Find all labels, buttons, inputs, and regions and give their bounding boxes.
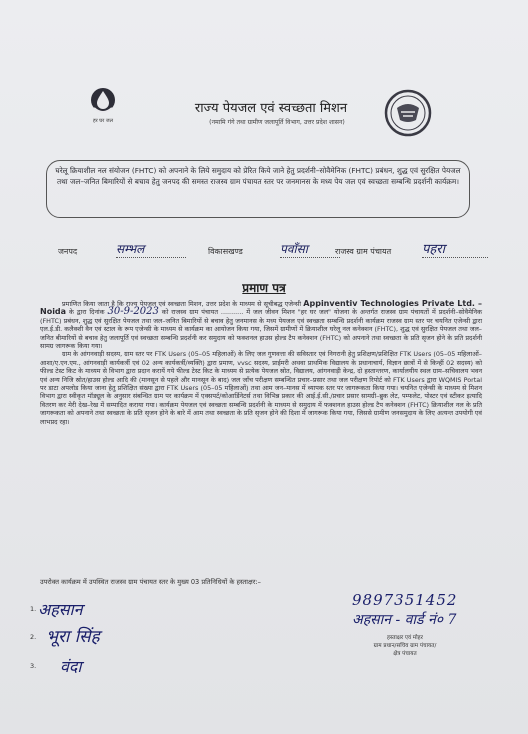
signature-2: भूरा सिंह — [46, 627, 100, 647]
uttar-pradesh-emblem-icon — [383, 88, 433, 138]
paragraph-2: ग्राम के आंगनवाड़ी सदस्य, ग्राम स्तर पर FTK Users (05–05 महिलाओं) के लिए जल गुणवत्ता की सविस्तार एवं निगरानी हेतु प्रशिक्षण/प्रशिक्षित FTK Users (05–05 महिलाओं–आशा/ए.एन.एम., आंगनवाड़ी कार्यकर्त्री एवं 02 अन्य कार्यकर्त्री/व्यक्ति) द्वारा प्रमाण, vvsc सदस्य, प्राईमरी अथवा प्राथमिक विद्यालय के प्रधानाचार्य, विज्ञान छात्रों में से किन्हीं 02 सदस्य) को फील्ड टेस्ट किट के माध्यम से विभाग द्वारा प्रदान करायें गये फील्ड टेस्ट किट के माध्यम से प्रत्येक पेयजल स्रोत, विद्यालय, आंगनवाड़ी केन्द्र, दो हस्तान्तरण, कार्यालयीय स्थल ग्राम–सचिवालय भवन एवं अन्य निजि स्रोत/हाउस होल्ड आदि की (मानसून से पहले और मानसून के बाद) जल जाँच परीक्षण सम्बन्धित प्रचार–प्रसार तथा जल परीक्षण रिपोर्ट को FTK Users द्वारा WQMIS Portal पर डाटा अपलोड किया जाना हेतु प्रशिक्षित संख्या द्वारा FTK Users (05–05 महिलाओं) तथा आम जन–मानस में व्यापक स्तर पर जागरूकता किया गया। चयनित एजेन्सी के माध्यम से मिशन विभाग द्वारा स्वीकृत मॉड्यूल के अनुसार संबन्धित ग्राम पर कार्यक्रम में एक्सपर्ट/कोआर्डिनेटर्स तथा विभिन्न प्रकार की आई.ई.सी./प्रचार प्रसार सामग्री–ब्रुक लेट, पम्फलेट, पोस्टर एवं स्टीकर इत्यादि वितरण कर मेरी देख–रेख में सम्पादित कराया गया। कार्यक्रम पेयजल एवं स्वच्छता सम्बन्धि प्रदर्शनी के माध्यम से समुदाय में फक्शनल हाउस होल्ड टैप कनेक्शन (FHTC) क्रियाशील नल के प्रति जागरूकता को अपनाने तथा स्वच्छता के प्रति सृजन होने के बारे में आम तथा स्वच्छता के प्रति सृजन होने की दिशा में जागरूक किया गया, जिससे ग्रामीण जनसमुदाय के लिए अत्यन्त उपयोगी एवं लाभप्रद रहा। — [40, 350, 482, 426]
signature-3: वंदा — [60, 657, 82, 676]
ward-signature: अहसान - वार्ड नं० 7 — [352, 612, 457, 628]
paragraph-1 — [40, 300, 482, 350]
stamp-line: हस्ताक्षर एवं मोहर — [387, 635, 423, 641]
agency-name: Appinventiv Technologies Private Ltd. – Noida — [40, 299, 482, 317]
paragraph-1-intro: प्रमाणित किया जाता है कि राज्य पेयजल एवं स्वच्छता मिशन, उत्तर प्रदेश के माध्यम से सूचीबद्ध एजेन्सी — [62, 300, 302, 308]
logo-caption: हर घर जल — [93, 118, 113, 124]
certificate-body — [40, 300, 482, 426]
signature-number: 1. — [30, 605, 37, 613]
stamp-line: क्षेत्र पंचायत — [393, 651, 417, 657]
phone-number: 9897351452 — [352, 591, 458, 609]
mission-title: राज्य पेयजल एवं स्वच्छता मिशन — [194, 101, 348, 116]
signature-1: अहसान — [38, 600, 83, 619]
paragraph-1-rest: को राजस्व ग्राम पंचायत ........... में जल जीवन मिशन "हर घर जल" योजना के अन्तर्गत राजस्व ग्राम पंचायतों में प्रदर्शनी–सोवैमेनिक (FHTC) प्रबंधन, शुद्ध एवं सुरक्षित पेयजल तथा जल–जनित बिमारियों से बचाव हेतु जनमानस के मध्य पेयजल एवं स्वच्छता सम्बन्धि प्रदर्शनी कार्यक्रम राजस्व ग्राम स्तर पर चयनित एजेन्सी द्वारा एल.ई.डी. कलैक्शी वैन एवं स्टाल के रूप एजेन्सी के माध्यम से कार्यक्रम का आयोजन किया गया, जिसमें ग्रामीणों में क्रियाशील घरेलू नल कनेक्शन (FHTC), शुद्ध एवं सुरक्षित पेयजल तथा जल–जनित बीमारियों से बचाव हेतु जलापूर्ति एवं स्वच्छता सम्बन्धि प्रदर्शनी कर समुदाय को फक्शनल हाउस होल्ड टैप कनेक्शन (FHTC) को अपनाने तथा स्वच्छता के प्रति सृजन होने के प्रति प्रदर्शनी सामग्र जागरूक किया गया। — [40, 308, 482, 351]
paragraph-1-date-label: के द्वारा दिनांक — [69, 308, 105, 317]
signature-number: 3. — [30, 662, 37, 670]
program-date: 30-9-2023 — [107, 306, 159, 318]
signature-number: 2. — [30, 633, 37, 641]
signature-intro: उपरोक्त कार्यक्रम में उपस्थित राजस्व ग्राम पंचायत स्तर के मुख्य 03 प्रतिनिधियों के हस्ताक्षर:– — [40, 578, 261, 586]
village-value: पहरा — [422, 239, 488, 258]
block-label: विकासखण्ड — [208, 247, 243, 256]
mission-subtitle: (नमामि गंगे तथा ग्रामीण जलापूर्ति विभाग, उत्तर प्रदेश शासन) — [209, 119, 345, 126]
stamp-caption — [330, 634, 480, 658]
village-label: राजस्व ग्राम पंचायत — [335, 247, 392, 256]
document-title: प्रमाण पत्र — [242, 281, 286, 295]
district-label: जनपद — [58, 247, 78, 256]
location-fields — [30, 240, 500, 270]
stamp-line: ग्राम प्रधान/सचिव ग्राम पंचायत/ — [373, 643, 437, 649]
district-value: सम्भल — [116, 240, 186, 258]
program-description-box: घरेलू क्रियाशील नल संयोजन (FHTC) को अपनाने के लिये समुदाय को प्रेरित किये जाने हेतु प्रदर्शनी–सोवैमेनिक (FHTC) प्रबंधन, शुद्ध एवं सुरक्षित पेयजल तथा जल–जनित बिमारियों से बचाव हेतु जनपद की समस्त राजस्व ग्राम पंचायत स्तर पर जनमानस के मध्य पेय जल एवं स्वच्छता सम्बन्धि प्रदर्शनी कार्यक्रम। — [46, 160, 470, 218]
block-value: पवाँसा — [280, 240, 340, 258]
